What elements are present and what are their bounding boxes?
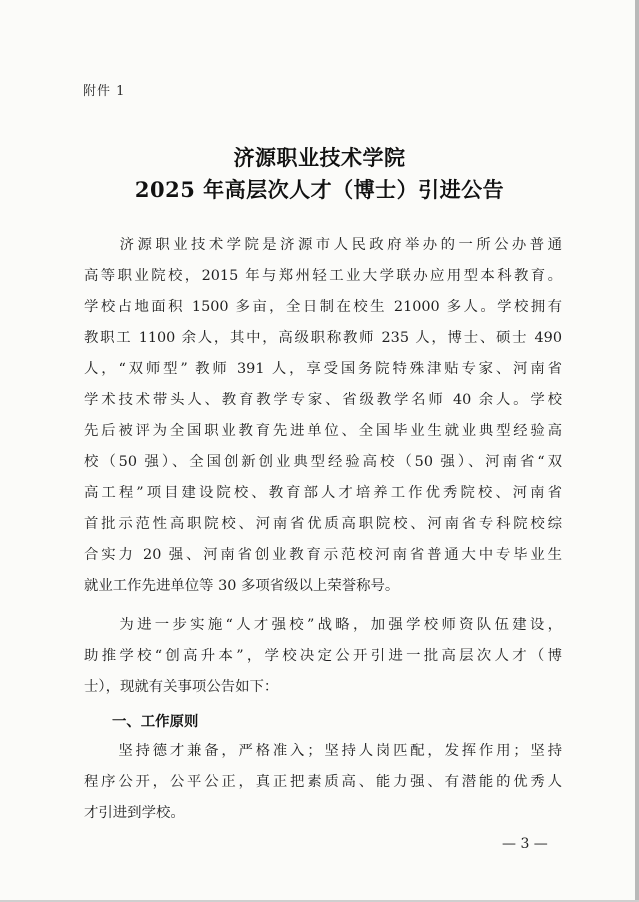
text-line: 助推学校“创高升本”，学校决定公开引进一批高层次人才（博	[84, 648, 562, 664]
title-line-1: 济源职业技术学院	[233, 145, 406, 170]
text-line: 先后被评为全国职业教育先进单位、全国毕业生就业典型经验高	[84, 423, 562, 439]
text-line: 校（50 强）、全国创新创业典型经验高校（50 强）、河南省“双	[84, 454, 562, 470]
paragraph-purpose	[84, 610, 562, 703]
attachment-label: 附件 1	[83, 84, 126, 99]
text-line: 为进一步实施“人才强校”战略，加强学校师资队伍建设，	[84, 617, 562, 633]
text-line: 坚持德才兼备，严格准入；坚持人岗匹配，发挥作用；坚持	[84, 743, 562, 759]
page-edge-shadow	[635, 0, 639, 902]
text-line: 士），现就有关事项公告如下：	[84, 679, 279, 695]
text-line: 高工程”项目建设院校、教育部人才培养工作优秀院校、河南省	[84, 485, 562, 501]
paragraph-introduction	[84, 230, 562, 602]
text-line: 济源职业技术学院是济源市人民政府举办的一所公办普通	[84, 237, 562, 253]
text-line: 人，“双师型” 教师 391 人，享受国务院特殊津贴专家、河南省	[84, 361, 562, 377]
section-heading-work-principles: 一、工作原则	[112, 713, 199, 730]
text-line: 就业工作先进单位等 30 多项省级以上荣誉称号。	[84, 578, 400, 594]
page-number: — 3 —	[502, 836, 548, 852]
text-line: 学校占地面积 1500 多亩，全日制在校生 21000 多人。学校拥有	[84, 299, 562, 315]
text-line: 才引进到学校。	[84, 805, 185, 821]
text-line: 学术技术带头人、教育教学专家、省级教学名师 40 余人。学校	[84, 392, 562, 408]
text-line: 高等职业院校，2015 年与郑州轻工业大学联办应用型本科教育。	[84, 268, 562, 284]
text-line: 合实力 20 强、河南省创业教育示范校河南省普通大中专毕业生	[84, 547, 562, 563]
title-line-2: 2025 年高层次人才（博士）引进公告	[134, 177, 505, 202]
paragraph-principles	[84, 736, 562, 829]
text-line: 程序公开，公平公正，真正把素质高、能力强、有潜能的优秀人	[84, 774, 562, 790]
text-line: 教职工 1100 余人，其中，高级职称教师 235 人，博士、硕士 490	[84, 330, 562, 346]
text-line: 首批示范性高职院校、河南省优质高职院校、河南省专科院校综	[84, 516, 562, 532]
